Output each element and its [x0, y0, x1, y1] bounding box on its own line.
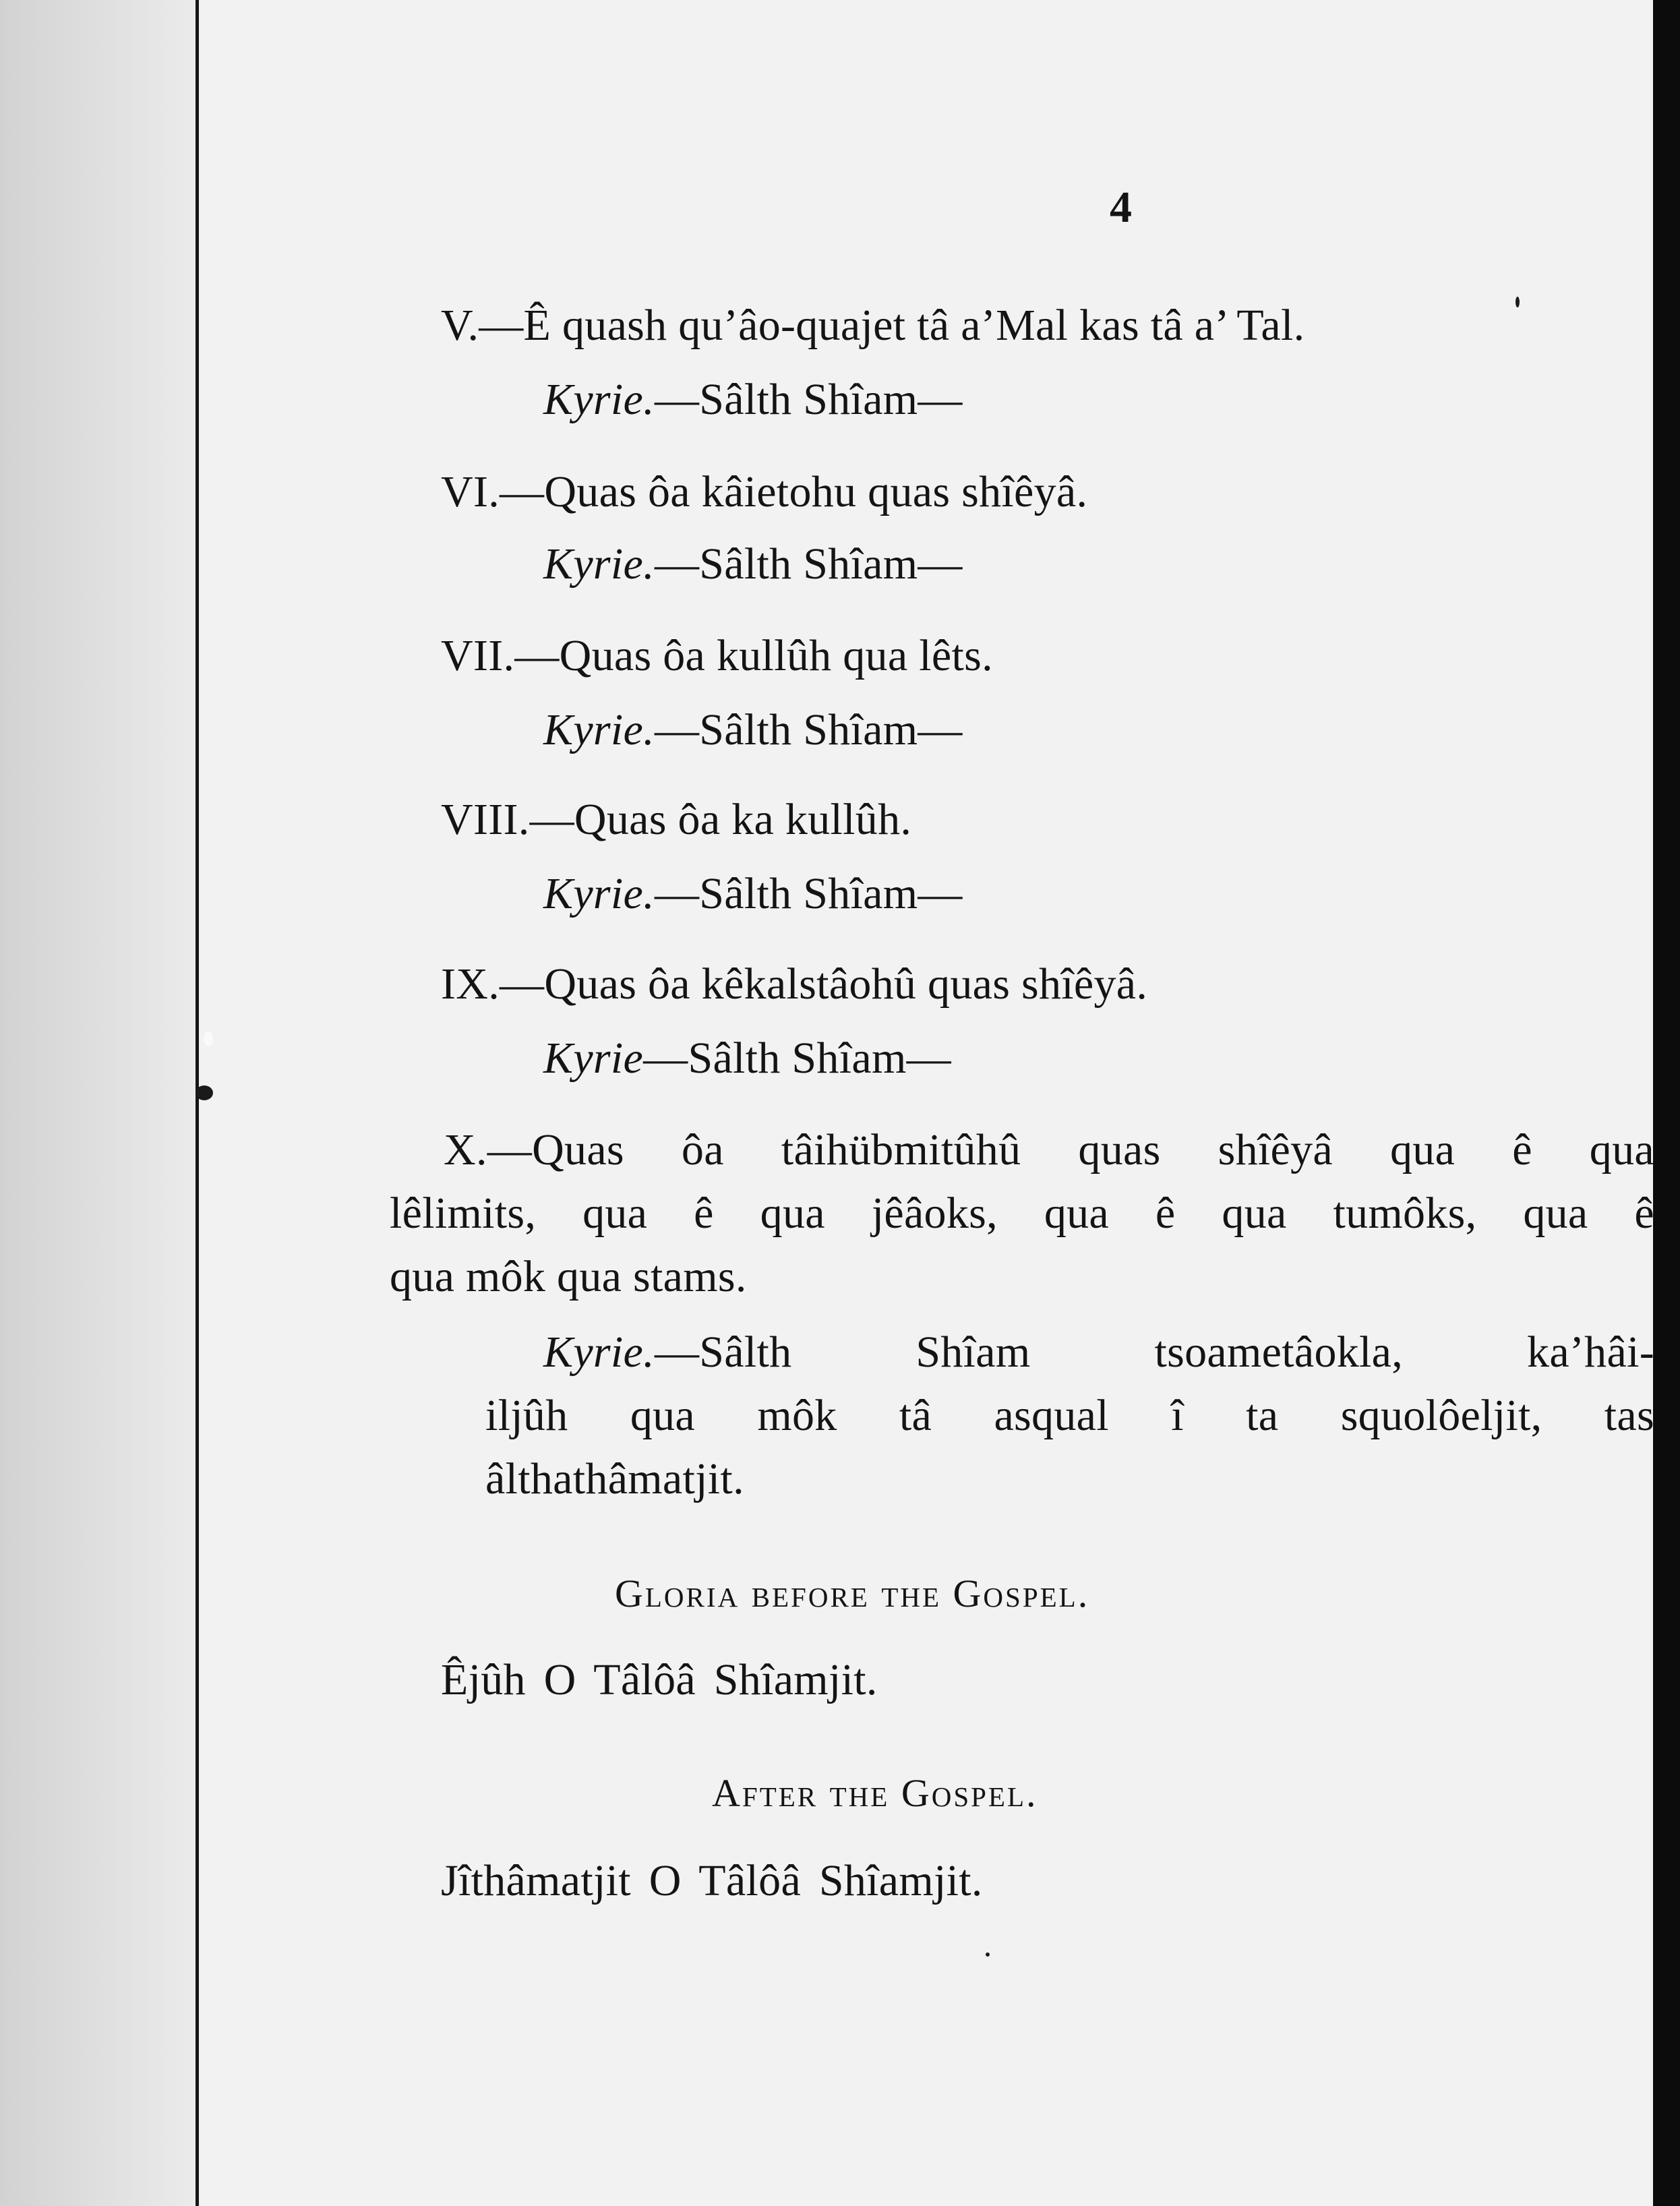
left-margin-shadow: [0, 0, 196, 2206]
response-text: —Sâlth Shîam—: [654, 539, 963, 589]
page-number: 4: [1110, 183, 1132, 232]
kyrie-label: Kyrie.: [543, 1328, 655, 1377]
response-v: [543, 373, 963, 427]
response-text: —Sâlth Shîam—: [654, 375, 963, 424]
kyrie-label: Kyrie.: [543, 869, 655, 918]
section-heading-after-gospel: After the Gospel.: [712, 1771, 1038, 1815]
response-x-line-1: [543, 1325, 1654, 1379]
petition-x-line-2: lêlimits, qua ê qua jêâoks, qua ê qua tumôks, qua ê: [390, 1189, 1654, 1238]
response-text: —Sâlth Shîam—: [643, 1034, 951, 1083]
right-page-edge: [1653, 0, 1680, 2206]
kyrie-label: Kyrie.: [543, 375, 655, 424]
kyrie-label: Kyrie.: [543, 539, 655, 589]
response-viii: [543, 867, 963, 921]
response-x-line-2: iljûh qua môk tâ asqual î ta squolôeljit, tas: [485, 1391, 1654, 1440]
response-vi: [543, 537, 963, 591]
document-page: [200, 0, 1653, 2206]
petition-x-line-3: qua môk qua stams.: [390, 1252, 747, 1301]
petition-vi: VI.—Quas ôa kâietohu quas shîêyâ.: [441, 467, 1088, 516]
petition-v: V.—Ê quash qu’âo-quajet tâ a’Mal kas tâ a’ Tal.: [441, 301, 1305, 350]
after-gospel-text: Jîthâmatjit O Tâlôâ Shîamjit.: [441, 1856, 983, 1905]
response-text: —Sâlth Shîam tsoametâokla, ka’hâi-: [654, 1328, 1654, 1377]
kyrie-label: Kyrie: [543, 1034, 644, 1083]
response-text: —Sâlth Shîam—: [654, 705, 963, 754]
response-x-line-3: âlthathâmatjit.: [485, 1454, 744, 1503]
response-text: —Sâlth Shîam—: [654, 869, 963, 918]
gloria-text: Êjûh O Tâlôâ Shîamjit.: [441, 1655, 878, 1704]
kyrie-label: Kyrie.: [543, 705, 655, 754]
response-ix: [543, 1032, 951, 1085]
petition-ix: IX.—Quas ôa kêkalstâohû quas shîêyâ.: [441, 959, 1148, 1009]
response-vii: [543, 703, 963, 757]
petition-x-line-1: X.—Quas ôa tâihübmitûhû quas shîêyâ qua ê qua: [444, 1125, 1654, 1174]
section-heading-gloria: Gloria before the Gospel.: [615, 1572, 1090, 1615]
petition-viii: VIII.—Quas ôa ka kullûh.: [441, 795, 912, 844]
left-page-edge: [196, 0, 199, 2206]
petition-vii: VII.—Quas ôa kullûh qua lêts.: [441, 631, 993, 680]
